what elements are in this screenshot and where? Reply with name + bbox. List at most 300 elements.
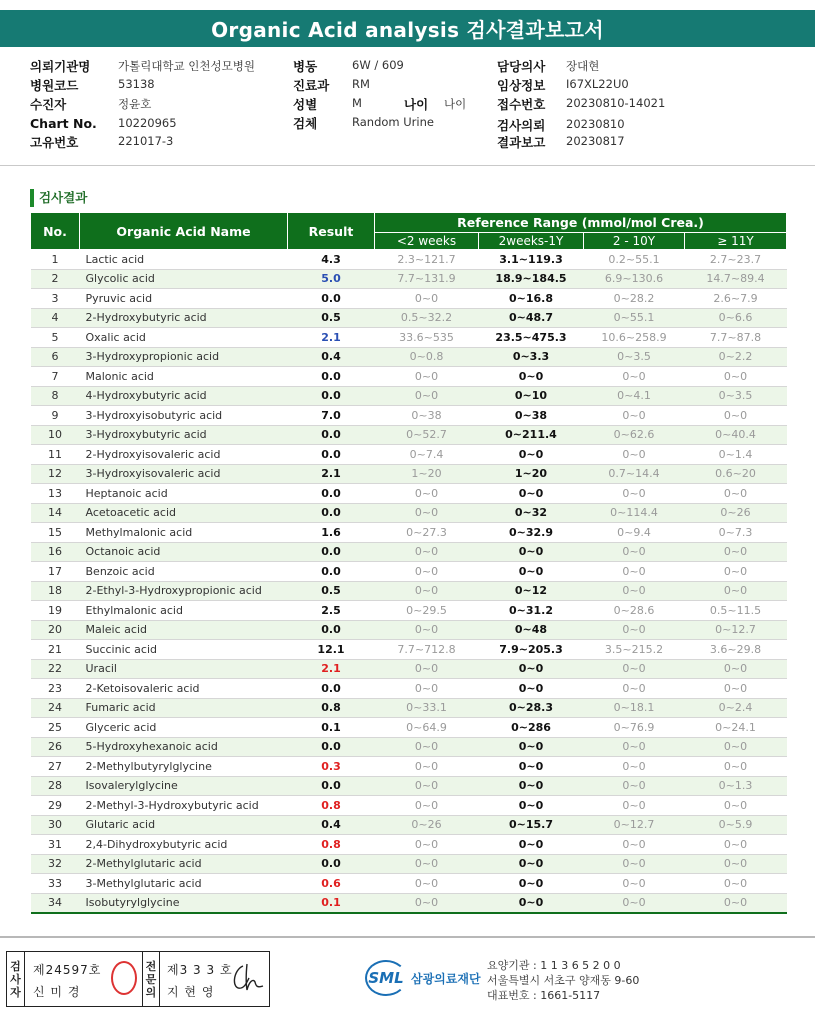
row-no: 26: [31, 737, 80, 757]
header-ref-lt2w: <2 weeks: [375, 233, 479, 250]
row-ref-ge11y: 0~12.7: [685, 620, 787, 640]
row-ref-2w1y: 0~0: [479, 367, 584, 387]
row-ref-2w1y: 7.9~205.3: [479, 640, 584, 660]
row-ref-ge11y: 0~0: [685, 893, 787, 913]
row-ref-2w1y: 0~0: [479, 776, 584, 796]
row-ref-2w1y: 0~0: [479, 854, 584, 874]
row-no: 17: [31, 562, 80, 582]
row-result: 1.6: [288, 523, 375, 543]
doctor-label: 담당의사: [497, 59, 546, 74]
dept-label: 진료과: [293, 78, 330, 93]
age-value: 나이: [444, 97, 467, 111]
row-ref-ge11y: 0~2.2: [685, 347, 787, 367]
row-name: 2-Methylbutyrylglycine: [80, 757, 288, 777]
row-ref-2-10y: 0~9.4: [584, 523, 685, 543]
header-name: Organic Acid Name: [80, 213, 288, 250]
row-name: Maleic acid: [80, 620, 288, 640]
row-result: 0.8: [288, 698, 375, 718]
row-result: 0.8: [288, 835, 375, 855]
row-ref-ge11y: 0~40.4: [685, 425, 787, 445]
row-ref-lt2w: 0~0: [375, 679, 479, 699]
row-ref-ge11y: 0~26: [685, 503, 787, 523]
row-ref-2-10y: 0~0: [584, 367, 685, 387]
results-body: [31, 250, 787, 913]
table-row: [31, 347, 787, 367]
row-ref-2w1y: 0~0: [479, 445, 584, 465]
row-ref-lt2w: 0~27.3: [375, 523, 479, 543]
row-ref-lt2w: 0~0: [375, 659, 479, 679]
row-ref-2w1y: 0~38: [479, 406, 584, 426]
report-label: 결과보고: [497, 135, 546, 150]
row-name: Glycolic acid: [80, 269, 288, 289]
row-ref-2-10y: 0~12.7: [584, 815, 685, 835]
table-row: [31, 854, 787, 874]
row-result: 0.5: [288, 308, 375, 328]
row-no: 15: [31, 523, 80, 543]
row-ref-ge11y: 0~6.6: [685, 308, 787, 328]
row-ref-ge11y: 0~0: [685, 679, 787, 699]
row-ref-lt2w: 2.3~121.7: [375, 250, 479, 270]
row-no: 23: [31, 679, 80, 699]
table-row: [31, 562, 787, 582]
row-result: 0.0: [288, 445, 375, 465]
row-name: 3-Methylglutaric acid: [80, 874, 288, 894]
table-row: [31, 308, 787, 328]
row-name: Ethylmalonic acid: [80, 601, 288, 621]
row-no: 28: [31, 776, 80, 796]
header-ref-ge11y: ≥ 11Y: [685, 233, 787, 250]
row-result: 2.1: [288, 328, 375, 348]
row-ref-2-10y: 0~28.6: [584, 601, 685, 621]
row-ref-2-10y: 0~0: [584, 796, 685, 816]
row-ref-2-10y: 0~114.4: [584, 503, 685, 523]
row-ref-2-10y: 0~0: [584, 581, 685, 601]
collector-value: 정윤호: [118, 97, 152, 111]
table-row: [31, 406, 787, 426]
divider: [0, 165, 815, 166]
clinical-value: I67XL22U0: [566, 77, 629, 91]
row-ref-2-10y: 0~55.1: [584, 308, 685, 328]
table-row: [31, 757, 787, 777]
table-row: [31, 367, 787, 387]
row-no: 7: [31, 367, 80, 387]
row-ref-ge11y: 0~1.4: [685, 445, 787, 465]
row-ref-2-10y: 0~0: [584, 542, 685, 562]
table-row: [31, 874, 787, 894]
row-ref-2-10y: 0~0: [584, 620, 685, 640]
row-ref-lt2w: 0~0: [375, 776, 479, 796]
row-ref-ge11y: 0~3.5: [685, 386, 787, 406]
row-ref-2-10y: 0~0: [584, 835, 685, 855]
row-ref-2-10y: 0~0: [584, 679, 685, 699]
row-ref-2w1y: 0~31.2: [479, 601, 584, 621]
row-result: 0.0: [288, 484, 375, 504]
row-ref-2w1y: 0~48.7: [479, 308, 584, 328]
row-ref-lt2w: 33.6~535: [375, 328, 479, 348]
row-ref-2-10y: 0~28.2: [584, 289, 685, 309]
row-no: 27: [31, 757, 80, 777]
row-name: Acetoacetic acid: [80, 503, 288, 523]
row-ref-ge11y: 0~0: [685, 367, 787, 387]
row-no: 8: [31, 386, 80, 406]
specimen-value: Random Urine: [352, 115, 434, 129]
table-row: [31, 659, 787, 679]
row-ref-ge11y: 0~5.9: [685, 815, 787, 835]
row-ref-ge11y: 14.7~89.4: [685, 269, 787, 289]
table-row: [31, 289, 787, 309]
row-ref-lt2w: 0~26: [375, 815, 479, 835]
row-ref-ge11y: 0.5~11.5: [685, 601, 787, 621]
row-no: 6: [31, 347, 80, 367]
row-ref-ge11y: 0~0: [685, 659, 787, 679]
row-ref-2-10y: 0~0: [584, 776, 685, 796]
row-name: Lactic acid: [80, 250, 288, 270]
row-ref-lt2w: 0~0: [375, 484, 479, 504]
row-name: Isovalerylglycine: [80, 776, 288, 796]
seal-stamp-icon: [111, 961, 137, 995]
row-no: 9: [31, 406, 80, 426]
lab-address: [487, 958, 639, 1003]
table-row: [31, 893, 787, 913]
row-result: 0.0: [288, 425, 375, 445]
row-name: 3-Hydroxyisobutyric acid: [80, 406, 288, 426]
row-ref-2-10y: 0~0: [584, 874, 685, 894]
header-ref-2-10y: 2 - 10Y: [584, 233, 685, 250]
lab-street: 서울특별시 서초구 양재동 9-60: [487, 974, 640, 987]
row-name: 3-Hydroxyisovaleric acid: [80, 464, 288, 484]
row-ref-2-10y: 0~18.1: [584, 698, 685, 718]
row-name: 2-Methylglutaric acid: [80, 854, 288, 874]
row-result: 0.0: [288, 737, 375, 757]
report-value: 20230817: [566, 134, 625, 148]
row-ref-2-10y: 0~0: [584, 562, 685, 582]
table-row: [31, 679, 787, 699]
row-ref-2w1y: 0~286: [479, 718, 584, 738]
header-no: No.: [31, 213, 80, 250]
lab-phone: 대표번호 : 1661-5117: [487, 989, 601, 1002]
row-name: Methylmalonic acid: [80, 523, 288, 543]
row-ref-ge11y: 0~0: [685, 874, 787, 894]
row-ref-lt2w: 0~0: [375, 757, 479, 777]
institution-label: 의뢰기관명: [30, 59, 91, 74]
row-ref-2-10y: 10.6~258.9: [584, 328, 685, 348]
row-ref-2w1y: 0~10: [479, 386, 584, 406]
row-ref-2-10y: 0~0: [584, 854, 685, 874]
row-no: 31: [31, 835, 80, 855]
table-row: [31, 425, 787, 445]
row-no: 16: [31, 542, 80, 562]
row-ref-2-10y: 0~0: [584, 484, 685, 504]
row-ref-2-10y: 0~62.6: [584, 425, 685, 445]
row-no: 5: [31, 328, 80, 348]
chart-label: Chart No.: [30, 116, 97, 131]
row-name: 2-Methyl-3-Hydroxybutyric acid: [80, 796, 288, 816]
row-no: 32: [31, 854, 80, 874]
header-ref-2w1y: 2weeks-1Y: [479, 233, 584, 250]
row-ref-ge11y: 0~24.1: [685, 718, 787, 738]
row-name: 5-Hydroxyhexanoic acid: [80, 737, 288, 757]
row-no: 24: [31, 698, 80, 718]
row-result: 0.0: [288, 386, 375, 406]
chart-value: 10220965: [118, 116, 177, 130]
row-ref-2-10y: 3.5~215.2: [584, 640, 685, 660]
reviewer-no: 제3 3 3 호: [167, 963, 233, 977]
row-no: 25: [31, 718, 80, 738]
row-no: 2: [31, 269, 80, 289]
reviewer-name: 지 현 영: [167, 985, 215, 999]
dept-value: RM: [352, 77, 370, 91]
row-ref-ge11y: 0~0: [685, 854, 787, 874]
row-no: 4: [31, 308, 80, 328]
row-ref-lt2w: 0~29.5: [375, 601, 479, 621]
row-result: 0.0: [288, 289, 375, 309]
row-ref-2-10y: 0.2~55.1: [584, 250, 685, 270]
row-ref-lt2w: 0~64.9: [375, 718, 479, 738]
row-ref-lt2w: 0~0: [375, 893, 479, 913]
row-ref-ge11y: 0.6~20: [685, 464, 787, 484]
row-ref-ge11y: 0~1.3: [685, 776, 787, 796]
row-result: 0.1: [288, 893, 375, 913]
row-ref-lt2w: 0~0: [375, 542, 479, 562]
row-no: 29: [31, 796, 80, 816]
table-row: [31, 445, 787, 465]
row-no: 13: [31, 484, 80, 504]
row-name: 2-Ethyl-3-Hydroxypropionic acid: [80, 581, 288, 601]
row-name: Uracil: [80, 659, 288, 679]
row-ref-2w1y: 0~28.3: [479, 698, 584, 718]
row-ref-2-10y: 0~0: [584, 406, 685, 426]
row-ref-2-10y: 0~4.1: [584, 386, 685, 406]
footer-divider: [0, 936, 815, 938]
row-ref-2w1y: 0~0: [479, 659, 584, 679]
table-row: [31, 523, 787, 543]
table-row: [31, 250, 787, 270]
row-no: 21: [31, 640, 80, 660]
table-row: [31, 640, 787, 660]
examiner-name: 신 미 경: [33, 985, 81, 999]
examiner-label-text: 검 사 자: [10, 959, 21, 999]
row-no: 1: [31, 250, 80, 270]
row-ref-lt2w: 1~20: [375, 464, 479, 484]
ward-value: 6W / 609: [352, 58, 404, 72]
row-result: 0.5: [288, 581, 375, 601]
row-ref-lt2w: 0~7.4: [375, 445, 479, 465]
row-ref-lt2w: 0~52.7: [375, 425, 479, 445]
row-ref-2w1y: 0~16.8: [479, 289, 584, 309]
row-ref-2w1y: 0~0: [479, 757, 584, 777]
table-row: [31, 718, 787, 738]
row-result: 0.4: [288, 815, 375, 835]
row-ref-ge11y: 0~0: [685, 581, 787, 601]
table-row: [31, 601, 787, 621]
row-no: 10: [31, 425, 80, 445]
footer: [0, 936, 815, 1015]
row-ref-ge11y: 0~0: [685, 484, 787, 504]
hospital-code-value: 53138: [118, 77, 155, 91]
table-row: [31, 776, 787, 796]
row-ref-2w1y: 0~0: [479, 835, 584, 855]
request-value: 20230810: [566, 117, 625, 131]
row-ref-lt2w: 0~0: [375, 854, 479, 874]
examiner-no: 제24597호: [33, 963, 102, 977]
row-name: Isobutyrylglycine: [80, 893, 288, 913]
row-ref-2w1y: 0~0: [479, 679, 584, 699]
row-ref-ge11y: 7.7~87.8: [685, 328, 787, 348]
row-ref-lt2w: 0~0: [375, 289, 479, 309]
row-result: 0.4: [288, 347, 375, 367]
row-ref-lt2w: 0~33.1: [375, 698, 479, 718]
row-name: Succinic acid: [80, 640, 288, 660]
row-ref-lt2w: 7.7~131.9: [375, 269, 479, 289]
row-result: 0.0: [288, 854, 375, 874]
row-ref-2-10y: 0~0: [584, 445, 685, 465]
row-result: 0.0: [288, 562, 375, 582]
row-ref-lt2w: 0~0: [375, 386, 479, 406]
row-ref-2w1y: 18.9~184.5: [479, 269, 584, 289]
row-result: 7.0: [288, 406, 375, 426]
doctor-value: 장대현: [566, 59, 600, 73]
sex-value: M: [352, 96, 362, 110]
table-row: [31, 503, 787, 523]
table-row: [31, 815, 787, 835]
row-result: 0.0: [288, 542, 375, 562]
row-name: 3-Hydroxybutyric acid: [80, 425, 288, 445]
table-row: [31, 542, 787, 562]
sex-label: 성별: [293, 97, 318, 112]
report-title: Organic Acid analysis 검사결과보고서: [0, 10, 815, 47]
row-name: Glutaric acid: [80, 815, 288, 835]
row-ref-lt2w: 0~0: [375, 796, 479, 816]
row-ref-ge11y: 0~0: [685, 835, 787, 855]
row-name: 4-Hydroxybutyric acid: [80, 386, 288, 406]
row-no: 12: [31, 464, 80, 484]
age-label: 나이: [404, 97, 429, 112]
row-name: Glyceric acid: [80, 718, 288, 738]
row-ref-2w1y: 0~211.4: [479, 425, 584, 445]
row-result: 12.1: [288, 640, 375, 660]
row-ref-ge11y: 0~0: [685, 737, 787, 757]
examiner-label: [7, 952, 25, 1006]
row-ref-2w1y: 0~0: [479, 796, 584, 816]
row-name: Oxalic acid: [80, 328, 288, 348]
row-ref-ge11y: 0~0: [685, 562, 787, 582]
signature-box: [6, 951, 270, 1007]
row-name: 2,4-Dihydroxybutyric acid: [80, 835, 288, 855]
row-name: Heptanoic acid: [80, 484, 288, 504]
row-ref-2-10y: 0~3.5: [584, 347, 685, 367]
row-ref-2w1y: 23.5~475.3: [479, 328, 584, 348]
receipt-value: 20230810-14021: [566, 96, 666, 110]
row-ref-ge11y: 0~0: [685, 406, 787, 426]
row-ref-lt2w: 0~0.8: [375, 347, 479, 367]
patient-info: [0, 50, 815, 162]
row-name: Benzoic acid: [80, 562, 288, 582]
row-ref-lt2w: 7.7~712.8: [375, 640, 479, 660]
row-ref-2w1y: 0~12: [479, 581, 584, 601]
row-result: 0.0: [288, 679, 375, 699]
row-ref-2w1y: 0~32.9: [479, 523, 584, 543]
row-ref-ge11y: 3.6~29.8: [685, 640, 787, 660]
ward-label: 병동: [293, 59, 318, 74]
table-row: [31, 464, 787, 484]
row-result: 0.6: [288, 874, 375, 894]
clinical-label: 임상정보: [497, 78, 546, 93]
row-ref-lt2w: 0~0: [375, 562, 479, 582]
signature-icon: [229, 960, 269, 996]
row-name: 2-Ketoisovaleric acid: [80, 679, 288, 699]
row-result: 0.8: [288, 796, 375, 816]
row-ref-2-10y: 6.9~130.6: [584, 269, 685, 289]
row-no: 11: [31, 445, 80, 465]
sml-logo-text: 삼광의료재단: [411, 971, 481, 986]
row-no: 18: [31, 581, 80, 601]
row-ref-2w1y: 0~0: [479, 484, 584, 504]
reviewer-label: [142, 952, 160, 1006]
row-no: 30: [31, 815, 80, 835]
sml-logo-icon: SML: [365, 960, 407, 996]
row-no: 22: [31, 659, 80, 679]
row-ref-lt2w: 0~0: [375, 737, 479, 757]
sml-logo: [365, 960, 481, 996]
row-ref-2-10y: 0~0: [584, 757, 685, 777]
table-row: [31, 581, 787, 601]
row-ref-lt2w: 0~0: [375, 620, 479, 640]
row-result: 2.5: [288, 601, 375, 621]
row-result: 0.0: [288, 620, 375, 640]
collector-label: 수진자: [30, 97, 67, 112]
row-ref-lt2w: 0~0: [375, 367, 479, 387]
row-result: 5.0: [288, 269, 375, 289]
row-ref-2w1y: 0~0: [479, 737, 584, 757]
unique-value: 221017-3: [118, 134, 174, 148]
row-ref-2w1y: 0~15.7: [479, 815, 584, 835]
row-ref-2w1y: 0~32: [479, 503, 584, 523]
row-name: 2-Hydroxyisovaleric acid: [80, 445, 288, 465]
row-ref-2w1y: 0~0: [479, 893, 584, 913]
reviewer-label-text: 전 문 의: [145, 959, 157, 999]
row-result: 0.1: [288, 718, 375, 738]
row-name: 3-Hydroxypropionic acid: [80, 347, 288, 367]
row-ref-ge11y: 0~0: [685, 796, 787, 816]
row-ref-2-10y: 0~0: [584, 893, 685, 913]
row-result: 0.0: [288, 776, 375, 796]
row-ref-2w1y: 3.1~119.3: [479, 250, 584, 270]
row-ref-lt2w: 0~0: [375, 874, 479, 894]
row-ref-lt2w: 0~38: [375, 406, 479, 426]
row-name: 2-Hydroxybutyric acid: [80, 308, 288, 328]
row-name: Malonic acid: [80, 367, 288, 387]
row-ref-lt2w: 0~0: [375, 503, 479, 523]
row-ref-2w1y: 0~3.3: [479, 347, 584, 367]
row-name: Fumaric acid: [80, 698, 288, 718]
header-ref-range: Reference Range (mmol/mol Crea.): [375, 213, 787, 233]
row-no: 3: [31, 289, 80, 309]
row-ref-ge11y: 2.7~23.7: [685, 250, 787, 270]
row-no: 20: [31, 620, 80, 640]
row-result: 2.1: [288, 659, 375, 679]
table-row: [31, 835, 787, 855]
row-result: 0.3: [288, 757, 375, 777]
row-no: 14: [31, 503, 80, 523]
row-ref-2w1y: 0~48: [479, 620, 584, 640]
results-table: [30, 212, 787, 914]
row-name: Pyruvic acid: [80, 289, 288, 309]
row-ref-lt2w: 0~0: [375, 835, 479, 855]
row-ref-lt2w: 0~0: [375, 581, 479, 601]
row-ref-ge11y: 0~0: [685, 757, 787, 777]
table-row: [31, 796, 787, 816]
row-ref-2-10y: 0~76.9: [584, 718, 685, 738]
